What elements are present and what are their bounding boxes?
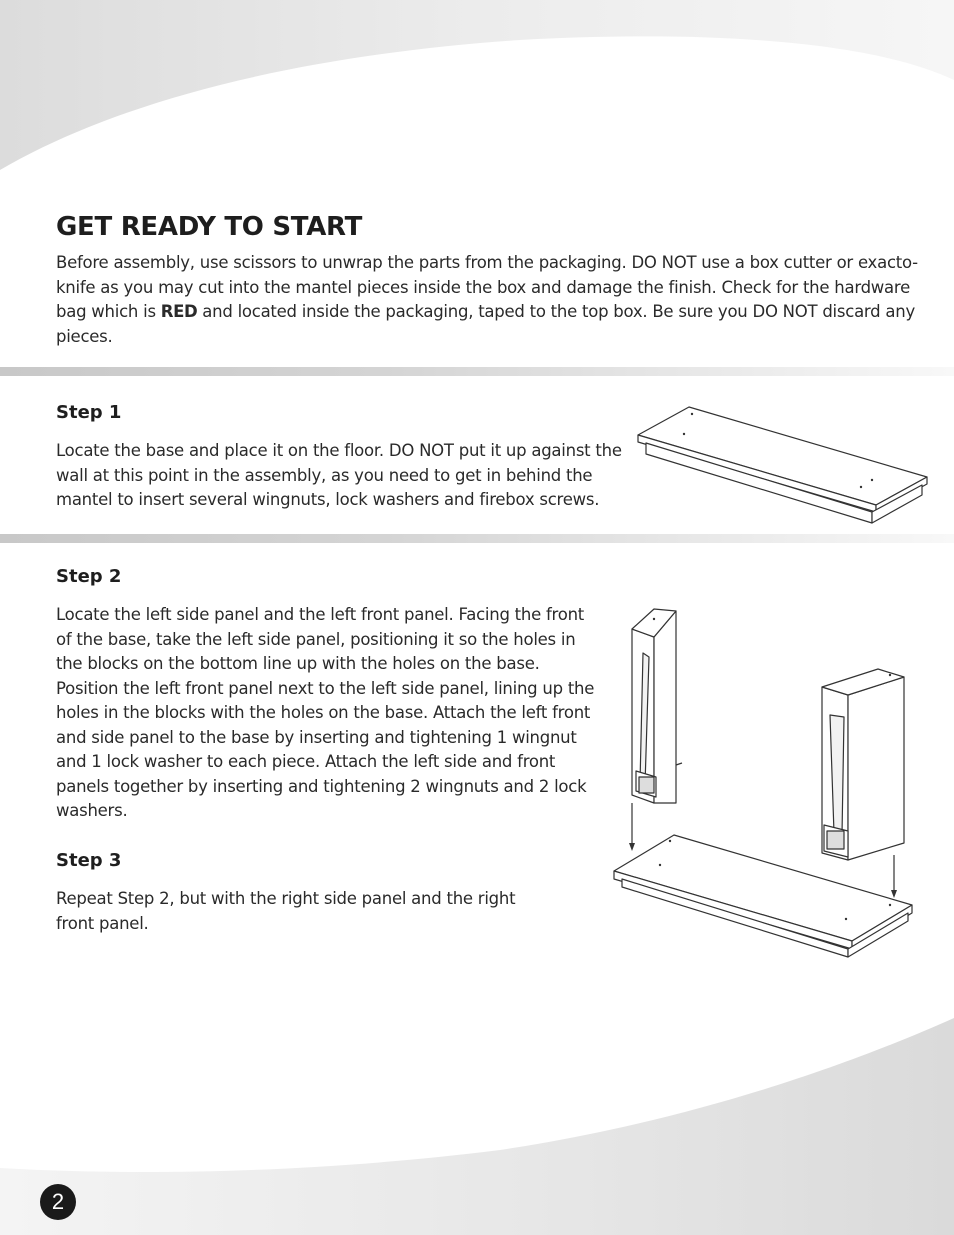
base-illustration	[632, 402, 932, 527]
page-title: GET READY TO START	[56, 212, 363, 242]
step-1-text: Locate the base and place it on the floor. DO NOT put it up against the wall at this point in the assembly, as you need to get in behind the mantel to insert several wingnuts, lock washers and firebox screws.	[56, 441, 622, 509]
page-number-badge: 2	[40, 1184, 76, 1220]
section-divider	[0, 367, 954, 376]
section-divider	[0, 534, 954, 543]
step-2-text: Locate the left side panel and the left front panel. Facing the front of the base, take the left side panel, positioning it so the holes in the blocks on the bottom line up with the holes on the base. Position the left front panel next to the left side panel, lining up the holes in the blocks with the holes on the base. Attach the left front and side panel to the base by inserting and tightening 1 wingnut and 1 lock washer to each piece. Attach the left side and front panels together by inserting and tightening 2 wingnuts and 2 lock washers.	[56, 605, 595, 820]
step-3-title: Step 3	[56, 850, 122, 871]
intro-emphasis-red: RED	[160, 302, 198, 321]
intro-text-end: and located inside the packaging, taped to the top box. Be sure you DO NOT discard any pieces.	[56, 302, 915, 346]
intro-text: Before assembly, use scissors to unwrap the parts from the packaging. DO NOT use a box cutter or exacto-knife as you may cut into the mantel pieces inside the box and damage the finish. Check for the hardware bag which is	[56, 253, 918, 321]
step-2-title: Step 2	[56, 566, 122, 587]
side-panels-illustration	[610, 605, 920, 960]
intro-paragraph	[56, 251, 926, 349]
step-1-title: Step 1	[56, 402, 122, 423]
step-3-text: Repeat Step 2, but with the right side panel and the right front panel.	[56, 889, 516, 933]
